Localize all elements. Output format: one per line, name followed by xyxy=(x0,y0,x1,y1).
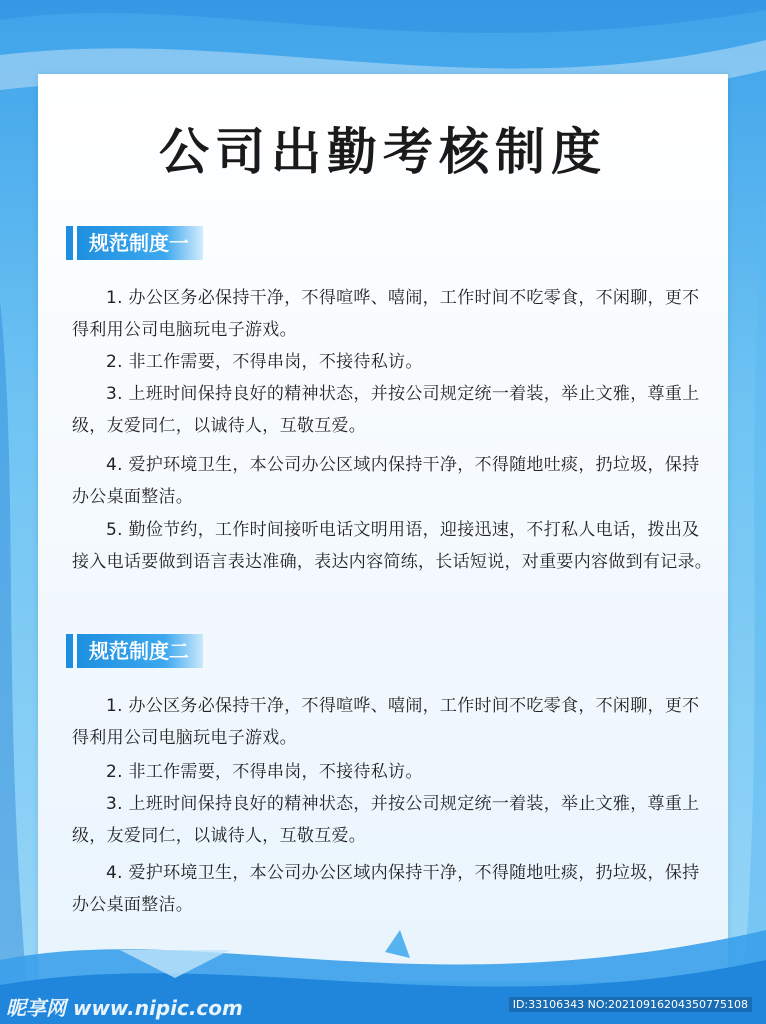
section-heading-label: 规范制度二 xyxy=(77,634,203,668)
rule-item: 3. 上班时间保持良好的精神状态，并按公司规定统一着装，举止文雅，尊重上级，友爱同仁，以诚待人，互敬互爱。 xyxy=(72,794,700,846)
rule-item: 1. 办公区务必保持干净，不得喧哗、嘻闹，工作时间不吃零食，不闲聊，更不得利用公司电脑玩电子游戏。 xyxy=(72,696,700,748)
section-heading-label: 规范制度一 xyxy=(77,226,203,260)
section-marker xyxy=(66,226,73,260)
section-marker xyxy=(66,634,73,668)
rule-item: 5. 勤俭节约，工作时间接听电话文明用语，迎接迅速，不打私人电话，拨出及接入电话要做到语言表达准确，表达内容简练，长话短说，对重要内容做到有记录。 xyxy=(72,520,713,572)
rule-item: 4. 爱护环境卫生，本公司办公区域内保持干净，不得随地吐痰，扔垃圾，保持办公桌面整洁。 xyxy=(72,455,700,507)
rule-item: 3. 上班时间保持良好的精神状态，并按公司规定统一着装，举止文雅，尊重上级，友爱同仁，以诚待人，互敬互爱。 xyxy=(72,384,700,436)
section-heading-1 xyxy=(66,226,203,260)
watermark-id: ID:33106343 NO:20210916204350775108 xyxy=(509,997,752,1012)
rule-item: 4. 爱护环境卫生，本公司办公区域内保持干净，不得随地吐痰，扔垃圾，保持办公桌面整洁。 xyxy=(72,863,700,915)
watermark-logo: 昵享网 www.nipic.com xyxy=(6,996,243,1020)
rule-item: 2. 非工作需要，不得串岗，不接待私访。 xyxy=(106,352,423,372)
section-heading-2 xyxy=(66,634,203,668)
rule-item: 1. 办公区务必保持干净，不得喧哗、嘻闹，工作时间不吃零食，不闲聊，更不得利用公司电脑玩电子游戏。 xyxy=(72,288,700,340)
page-title: 公司出勤考核制度 xyxy=(159,123,607,181)
rule-item: 2. 非工作需要，不得串岗，不接待私访。 xyxy=(106,762,423,782)
